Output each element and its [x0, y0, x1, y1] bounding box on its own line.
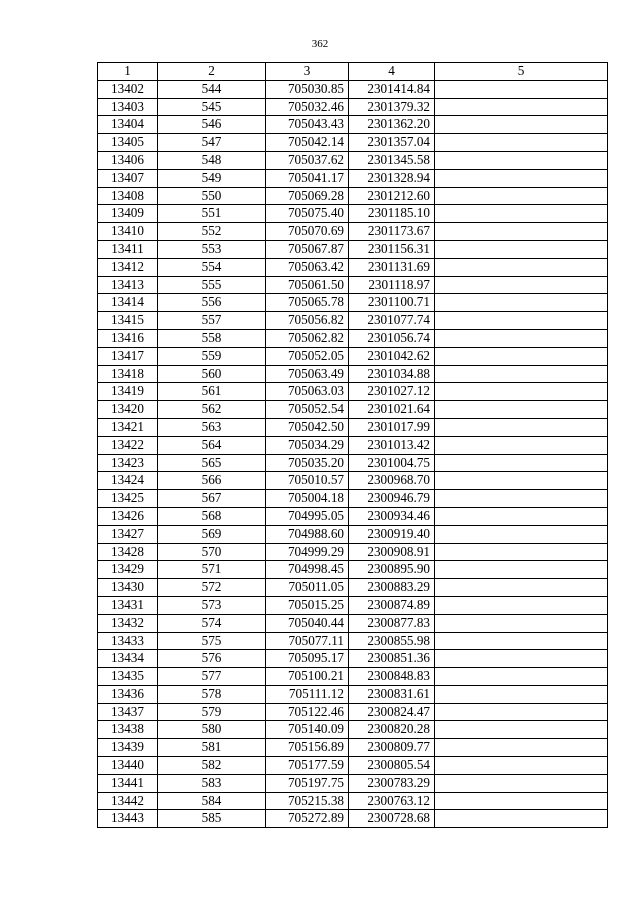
table-cell: [435, 205, 608, 223]
table-cell: 556: [158, 294, 266, 312]
table-cell: 546: [158, 116, 266, 134]
table-cell: 555: [158, 276, 266, 294]
table-cell: 13425: [98, 490, 158, 508]
column-header: 1: [98, 63, 158, 81]
table-cell: 705032.46: [266, 98, 349, 116]
coordinates-table: [97, 62, 608, 828]
table-cell: 565: [158, 454, 266, 472]
table-cell: [435, 525, 608, 543]
table-cell: 705037.62: [266, 151, 349, 169]
table-cell: 13416: [98, 329, 158, 347]
table-cell: 2300877.83: [349, 614, 435, 632]
table-cell: 2301212.60: [349, 187, 435, 205]
table-cell: 13441: [98, 774, 158, 792]
table-cell: 705122.46: [266, 703, 349, 721]
table-cell: 13430: [98, 579, 158, 597]
table-cell: [435, 347, 608, 365]
table-cell: 705156.89: [266, 739, 349, 757]
table-cell: 570: [158, 543, 266, 561]
table-cell: 13409: [98, 205, 158, 223]
table-cell: 2300820.28: [349, 721, 435, 739]
table-cell: 573: [158, 596, 266, 614]
table-cell: 2301118.97: [349, 276, 435, 294]
table-cell: [435, 454, 608, 472]
table-cell: [435, 401, 608, 419]
table-cell: 2300919.40: [349, 525, 435, 543]
table-row: [98, 401, 608, 419]
table-row: [98, 116, 608, 134]
table-row: [98, 632, 608, 650]
table-cell: 705041.17: [266, 169, 349, 187]
table-row: [98, 276, 608, 294]
table-cell: [435, 507, 608, 525]
table-cell: 705004.18: [266, 490, 349, 508]
table-cell: 569: [158, 525, 266, 543]
table-cell: 2301042.62: [349, 347, 435, 365]
table-row: [98, 454, 608, 472]
table-cell: 2300946.79: [349, 490, 435, 508]
table-cell: 705056.82: [266, 312, 349, 330]
table-cell: 2300895.90: [349, 561, 435, 579]
table-cell: [435, 329, 608, 347]
table-cell: 13407: [98, 169, 158, 187]
table-cell: 563: [158, 418, 266, 436]
table-cell: [435, 703, 608, 721]
table-cell: 13426: [98, 507, 158, 525]
table-cell: [435, 187, 608, 205]
table-cell: 583: [158, 774, 266, 792]
table-cell: 2301156.31: [349, 240, 435, 258]
table-cell: 13433: [98, 632, 158, 650]
table-cell: [435, 650, 608, 668]
table-cell: 581: [158, 739, 266, 757]
table-cell: 2301328.94: [349, 169, 435, 187]
table-cell: [435, 383, 608, 401]
table-cell: 571: [158, 561, 266, 579]
table-row: [98, 134, 608, 152]
table-cell: 13417: [98, 347, 158, 365]
table-cell: 2301362.20: [349, 116, 435, 134]
table-cell: [435, 721, 608, 739]
column-header: 2: [158, 63, 266, 81]
table-cell: 2301173.67: [349, 223, 435, 241]
table-cell: 580: [158, 721, 266, 739]
table-row: [98, 187, 608, 205]
table-row: [98, 436, 608, 454]
table-cell: 13413: [98, 276, 158, 294]
table-cell: 13414: [98, 294, 158, 312]
table-cell: 705095.17: [266, 650, 349, 668]
table-cell: [435, 668, 608, 686]
table-cell: 2300855.98: [349, 632, 435, 650]
table-row: [98, 721, 608, 739]
table-cell: 548: [158, 151, 266, 169]
table-cell: 13432: [98, 614, 158, 632]
table-cell: 13424: [98, 472, 158, 490]
table-cell: [435, 294, 608, 312]
table-cell: 704988.60: [266, 525, 349, 543]
table-cell: 13408: [98, 187, 158, 205]
table-cell: 705272.89: [266, 810, 349, 828]
table-cell: 2300763.12: [349, 792, 435, 810]
table-cell: 13437: [98, 703, 158, 721]
table-cell: 553: [158, 240, 266, 258]
table-cell: 575: [158, 632, 266, 650]
table-cell: 705063.42: [266, 258, 349, 276]
table-cell: 705042.50: [266, 418, 349, 436]
table-cell: 705061.50: [266, 276, 349, 294]
table-cell: 13403: [98, 98, 158, 116]
table-cell: 2301357.04: [349, 134, 435, 152]
table-cell: 13443: [98, 810, 158, 828]
table-cell: [435, 774, 608, 792]
table-cell: 2300824.47: [349, 703, 435, 721]
table-cell: 705052.05: [266, 347, 349, 365]
table-row: [98, 294, 608, 312]
table-body: [98, 80, 608, 827]
table-cell: 549: [158, 169, 266, 187]
table-cell: 13429: [98, 561, 158, 579]
table-row: [98, 383, 608, 401]
table-cell: [435, 223, 608, 241]
table-cell: 545: [158, 98, 266, 116]
table-row: [98, 472, 608, 490]
table-cell: 2300851.36: [349, 650, 435, 668]
table-cell: 705069.28: [266, 187, 349, 205]
table-cell: 13418: [98, 365, 158, 383]
table-cell: 704998.45: [266, 561, 349, 579]
table-cell: 13436: [98, 685, 158, 703]
table-cell: 2300728.68: [349, 810, 435, 828]
table-row: [98, 98, 608, 116]
table-cell: 547: [158, 134, 266, 152]
table-cell: 705034.29: [266, 436, 349, 454]
table-cell: 576: [158, 650, 266, 668]
table-cell: 560: [158, 365, 266, 383]
table-row: [98, 151, 608, 169]
table-cell: 559: [158, 347, 266, 365]
table-cell: 584: [158, 792, 266, 810]
table-cell: [435, 792, 608, 810]
table-cell: [435, 258, 608, 276]
table-cell: [435, 543, 608, 561]
table-cell: 2300848.83: [349, 668, 435, 686]
table-cell: 2301004.75: [349, 454, 435, 472]
table-row: [98, 739, 608, 757]
table-cell: 705065.78: [266, 294, 349, 312]
table-cell: 13420: [98, 401, 158, 419]
column-header: 3: [266, 63, 349, 81]
table-cell: [435, 685, 608, 703]
table-cell: 705010.57: [266, 472, 349, 490]
table-row: [98, 579, 608, 597]
table-cell: 705070.69: [266, 223, 349, 241]
table-cell: 2301013.42: [349, 436, 435, 454]
table-cell: 705011.05: [266, 579, 349, 597]
table-cell: 2301100.71: [349, 294, 435, 312]
table-cell: [435, 276, 608, 294]
table-cell: 705042.14: [266, 134, 349, 152]
table-cell: [435, 80, 608, 98]
table-cell: 13422: [98, 436, 158, 454]
table-cell: [435, 134, 608, 152]
table-row: [98, 223, 608, 241]
table-cell: [435, 472, 608, 490]
table-cell: 705197.75: [266, 774, 349, 792]
table-cell: 2301185.10: [349, 205, 435, 223]
table-row: [98, 240, 608, 258]
table-cell: 705111.12: [266, 685, 349, 703]
table-cell: 2301034.88: [349, 365, 435, 383]
table-cell: [435, 614, 608, 632]
table-cell: 544: [158, 80, 266, 98]
table-cell: 2301056.74: [349, 329, 435, 347]
table-cell: 2301017.99: [349, 418, 435, 436]
table-cell: 13435: [98, 668, 158, 686]
table-cell: [435, 240, 608, 258]
table-row: [98, 668, 608, 686]
table-cell: 13412: [98, 258, 158, 276]
table-cell: 13405: [98, 134, 158, 152]
table-cell: 705177.59: [266, 757, 349, 775]
table-cell: [435, 757, 608, 775]
table-cell: 705043.43: [266, 116, 349, 134]
table-cell: 557: [158, 312, 266, 330]
table-cell: 13404: [98, 116, 158, 134]
table-row: [98, 205, 608, 223]
table-cell: 13434: [98, 650, 158, 668]
table-row: [98, 543, 608, 561]
table-row: [98, 561, 608, 579]
table-row: [98, 80, 608, 98]
table-cell: 2301077.74: [349, 312, 435, 330]
table-cell: 13411: [98, 240, 158, 258]
table-cell: 2300805.54: [349, 757, 435, 775]
table-cell: 705030.85: [266, 80, 349, 98]
table-cell: 13438: [98, 721, 158, 739]
table-cell: [435, 810, 608, 828]
table-row: [98, 703, 608, 721]
table-cell: 578: [158, 685, 266, 703]
column-header: 5: [435, 63, 608, 81]
table-cell: 582: [158, 757, 266, 775]
table-cell: 2300883.29: [349, 579, 435, 597]
table-cell: 572: [158, 579, 266, 597]
table-cell: 705215.38: [266, 792, 349, 810]
table-row: [98, 258, 608, 276]
table-cell: 705140.09: [266, 721, 349, 739]
table-cell: [435, 151, 608, 169]
table-row: [98, 365, 608, 383]
table-cell: 2300783.29: [349, 774, 435, 792]
table-cell: 705067.87: [266, 240, 349, 258]
table-row: [98, 792, 608, 810]
table-cell: 577: [158, 668, 266, 686]
table-cell: 568: [158, 507, 266, 525]
table-cell: 705040.44: [266, 614, 349, 632]
table-cell: 705077.11: [266, 632, 349, 650]
table-cell: 705063.03: [266, 383, 349, 401]
table-cell: 705062.82: [266, 329, 349, 347]
table-cell: [435, 579, 608, 597]
page-number: 362: [311, 38, 329, 50]
table-cell: 705063.49: [266, 365, 349, 383]
table-row: [98, 757, 608, 775]
table-cell: 13415: [98, 312, 158, 330]
table-row: [98, 614, 608, 632]
table-cell: [435, 561, 608, 579]
table-cell: 2301021.64: [349, 401, 435, 419]
table-cell: 705075.40: [266, 205, 349, 223]
table-row: [98, 810, 608, 828]
table-header-row: [98, 63, 608, 81]
table-cell: 554: [158, 258, 266, 276]
table-cell: 2300874.89: [349, 596, 435, 614]
table-cell: 2301379.32: [349, 98, 435, 116]
table-row: [98, 312, 608, 330]
table-row: [98, 169, 608, 187]
table-cell: 2301414.84: [349, 80, 435, 98]
table-cell: 13402: [98, 80, 158, 98]
table-row: [98, 347, 608, 365]
table-cell: [435, 632, 608, 650]
table-cell: 13419: [98, 383, 158, 401]
table-cell: [435, 365, 608, 383]
table-cell: 13439: [98, 739, 158, 757]
table-row: [98, 490, 608, 508]
table-cell: [435, 490, 608, 508]
table-row: [98, 774, 608, 792]
table-cell: [435, 116, 608, 134]
table-cell: [435, 739, 608, 757]
table-cell: 2301027.12: [349, 383, 435, 401]
table-cell: 2300968.70: [349, 472, 435, 490]
table-cell: 13406: [98, 151, 158, 169]
table-cell: [435, 418, 608, 436]
table-row: [98, 329, 608, 347]
table-cell: 2300831.61: [349, 685, 435, 703]
table-cell: [435, 596, 608, 614]
table-cell: 550: [158, 187, 266, 205]
table-row: [98, 650, 608, 668]
table-cell: 2301345.58: [349, 151, 435, 169]
table-cell: 2301131.69: [349, 258, 435, 276]
table-cell: 705015.25: [266, 596, 349, 614]
table-cell: [435, 98, 608, 116]
table-cell: 704999.29: [266, 543, 349, 561]
table-cell: 705052.54: [266, 401, 349, 419]
table-row: [98, 418, 608, 436]
table-cell: 13427: [98, 525, 158, 543]
table-cell: 558: [158, 329, 266, 347]
table-cell: 704995.05: [266, 507, 349, 525]
table-cell: 705100.21: [266, 668, 349, 686]
table-cell: [435, 312, 608, 330]
column-header: 4: [349, 63, 435, 81]
table-cell: 567: [158, 490, 266, 508]
table-cell: 2300908.91: [349, 543, 435, 561]
table-cell: 705035.20: [266, 454, 349, 472]
table-cell: 13431: [98, 596, 158, 614]
table-row: [98, 596, 608, 614]
table-cell: [435, 169, 608, 187]
table-cell: 13423: [98, 454, 158, 472]
table-cell: 574: [158, 614, 266, 632]
table-cell: 2300934.46: [349, 507, 435, 525]
table-cell: 579: [158, 703, 266, 721]
table-cell: 2300809.77: [349, 739, 435, 757]
table-cell: 13410: [98, 223, 158, 241]
table-cell: [435, 436, 608, 454]
table-cell: 564: [158, 436, 266, 454]
table-cell: 13442: [98, 792, 158, 810]
table-cell: 561: [158, 383, 266, 401]
table-row: [98, 507, 608, 525]
table-cell: 13440: [98, 757, 158, 775]
table-cell: 566: [158, 472, 266, 490]
table-row: [98, 525, 608, 543]
table-cell: 585: [158, 810, 266, 828]
table-cell: 13421: [98, 418, 158, 436]
table-cell: 552: [158, 223, 266, 241]
table-cell: 551: [158, 205, 266, 223]
table-cell: 13428: [98, 543, 158, 561]
table-cell: 562: [158, 401, 266, 419]
table-row: [98, 685, 608, 703]
